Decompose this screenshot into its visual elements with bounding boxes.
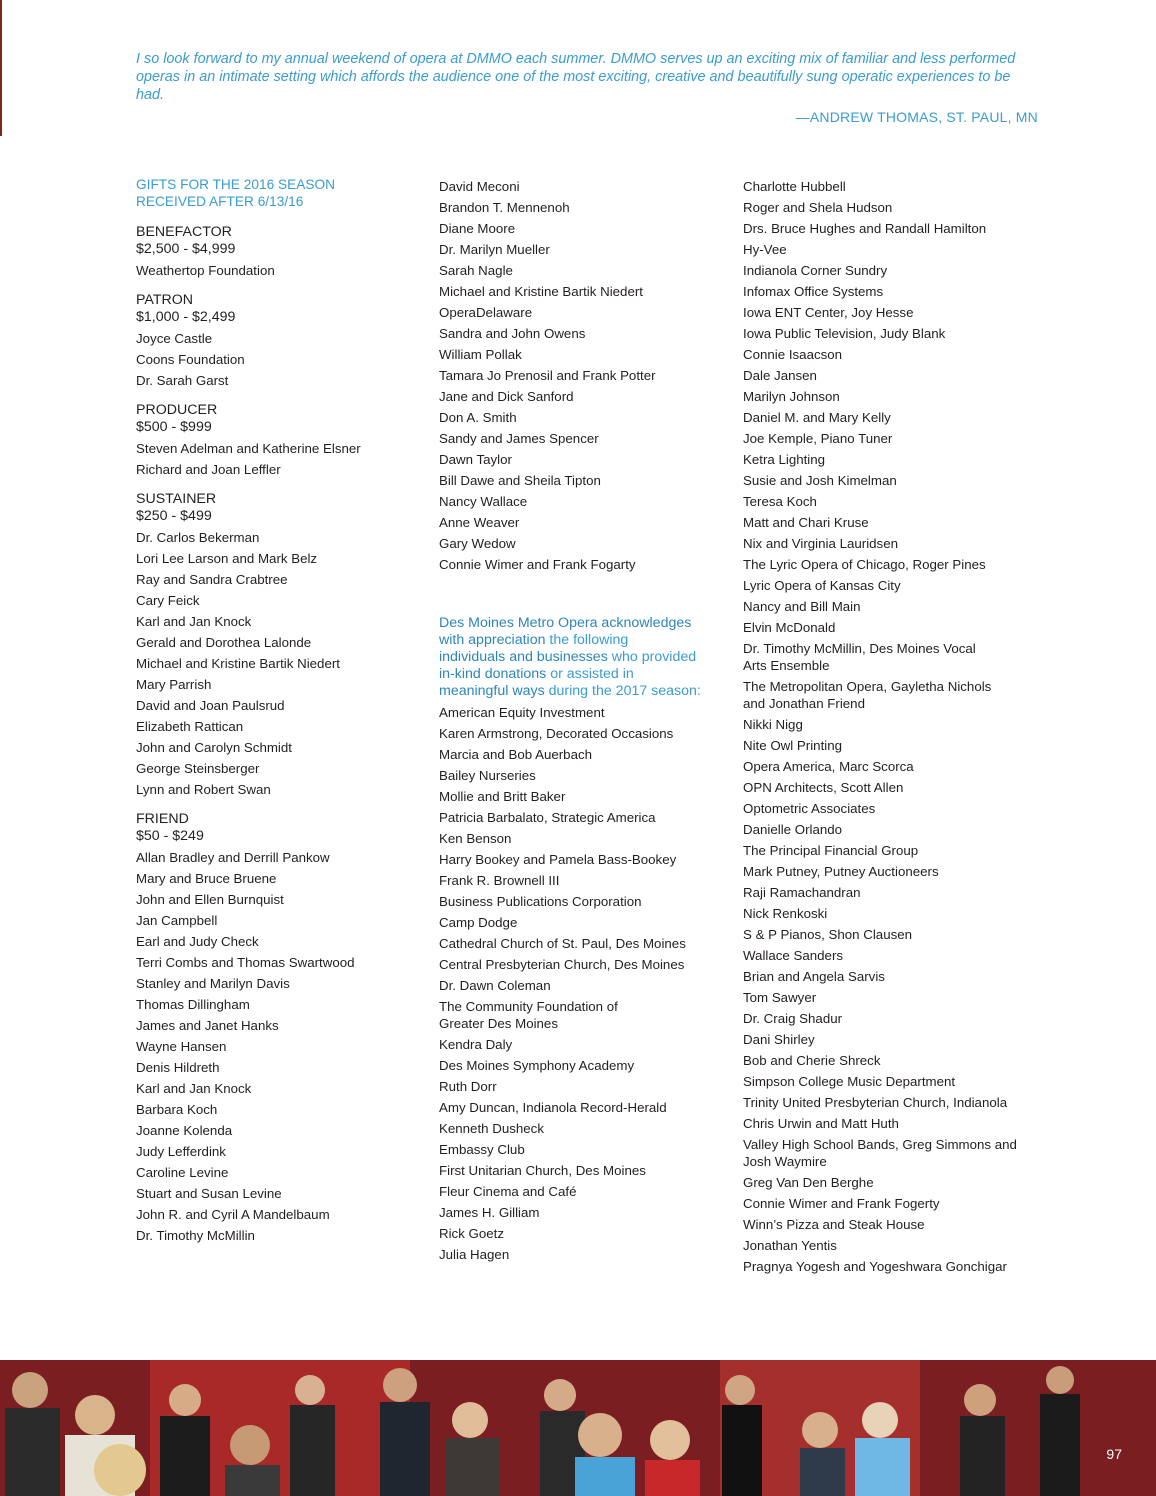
in-kind-donor: Greg Van Den Berghe (743, 1175, 874, 1190)
in-kind-donor: Ken Benson (439, 831, 512, 846)
column-1 (136, 176, 432, 1257)
in-kind-donor: Raji Ramachandran (743, 885, 861, 900)
in-kind-donor: Connie Isaacson (743, 347, 843, 362)
in-kind-donor: Nite Owl Printing (743, 738, 843, 753)
in-kind-donor: Lyric Opera of Kansas City (743, 578, 901, 593)
donor-name: Anne Weaver (439, 515, 520, 530)
donor-name: Jan Campbell (136, 913, 218, 928)
donor-name: Karl and Jan Knock (136, 614, 252, 629)
donor-name: Weathertop Foundation (136, 263, 275, 278)
audience-crowd-photo (0, 1360, 1156, 1496)
in-kind-donor: The Lyric Opera of Chicago, Roger Pines (743, 557, 986, 572)
in-kind-donor: Dr. Dawn Coleman (439, 978, 551, 993)
in-kind-donor: Dani Shirley (743, 1032, 815, 1047)
giving-level-sustainer (136, 491, 432, 800)
in-kind-donor: Connie Wimer and Frank Fogerty (743, 1196, 940, 1211)
column-2 (439, 176, 735, 1265)
giving-level-name: PATRON (136, 292, 194, 308)
in-kind-donor: Roger and Shela Hudson (743, 200, 893, 215)
in-kind-donor: Patricia Barbalato, Strategic America (439, 810, 656, 825)
donor-name: David and Joan Paulsrud (136, 698, 285, 713)
in-kind-donor: Business Publications Corporation (439, 894, 642, 909)
giving-level-name: PRODUCER (136, 402, 218, 418)
donor-name: Denis Hildreth (136, 1060, 220, 1075)
quote-attribution: —ANDREW THOMAS, ST. PAUL, MN (795, 109, 1038, 125)
in-kind-donor: Dr. Timothy McMillin, Des Moines Vocal Arts Ensemble (743, 641, 976, 673)
in-kind-donor: Nancy and Bill Main (743, 599, 861, 614)
donor-name: Allan Bradley and Derrill Pankow (136, 850, 330, 865)
donor-name: Stuart and Susan Levine (136, 1186, 282, 1201)
in-kind-donor: Indianola Corner Sundry (743, 263, 888, 278)
giving-level-range: $1,000 - $2,499 (136, 309, 236, 325)
in-kind-donor: S & P Pianos, Shon Clausen (743, 927, 913, 942)
in-kind-donor: James H. Gilliam (439, 1205, 540, 1220)
donor-name: Steven Adelman and Katherine Elsner (136, 441, 361, 456)
in-kind-donor: Nikki Nigg (743, 717, 803, 732)
donor-name: Dr. Sarah Garst (136, 373, 229, 388)
giving-level-patron (136, 292, 432, 391)
donor-name: James and Janet Hanks (136, 1018, 279, 1033)
in-kind-donor: OPN Architects, Scott Allen (743, 780, 904, 795)
in-kind-donor: Tom Sawyer (743, 990, 817, 1005)
donor-name: Mary and Bruce Bruene (136, 871, 277, 886)
donor-name: Coons Foundation (136, 352, 245, 367)
donor-name: Mary Parrish (136, 677, 212, 692)
donor-name: Nancy Wallace (439, 494, 528, 509)
in-kind-donor: The Principal Financial Group (743, 843, 919, 858)
in-kind-donor: Mollie and Britt Baker (439, 789, 566, 804)
donor-name: Diane Moore (439, 221, 516, 236)
donor-name: Joanne Kolenda (136, 1123, 233, 1138)
donor-name: Barbara Koch (136, 1102, 218, 1117)
in-kind-donor: Bailey Nurseries (439, 768, 536, 783)
in-kind-donor: Winn’s Pizza and Steak House (743, 1217, 925, 1232)
donor-name: Stanley and Marilyn Davis (136, 976, 290, 991)
gifts-section-title: GIFTS FOR THE 2016 SEASON RECEIVED AFTER 6/13/16 (136, 177, 336, 209)
in-kind-donor: Brian and Angela Sarvis (743, 969, 885, 984)
in-kind-heading: Des Moines Metro Opera acknowledges with appreciation the following individuals and businesses who provided in-kind donations or assisted in meaningful ways during the 2017 season: (439, 615, 701, 699)
donor-name: Lynn and Robert Swan (136, 782, 271, 797)
donor-name: Dr. Carlos Bekerman (136, 530, 260, 545)
giving-level-range: $500 - $999 (136, 419, 212, 435)
in-kind-donor: Marilyn Johnson (743, 389, 840, 404)
in-kind-donor: Danielle Orlando (743, 822, 843, 837)
in-kind-donor: Susie and Josh Kimelman (743, 473, 897, 488)
column-3 (743, 176, 1039, 1277)
giving-level-name: FRIEND (136, 811, 189, 827)
in-kind-donor: Cathedral Church of St. Paul, Des Moines (439, 936, 686, 951)
in-kind-donor: Hy-Vee (743, 242, 787, 257)
in-kind-donor: Pragnya Yogesh and Yogeshwara Gonchigar (743, 1259, 1007, 1274)
page-number: 97 (1106, 1446, 1122, 1462)
donor-name: William Pollak (439, 347, 522, 362)
donor-name: Judy Lefferdink (136, 1144, 226, 1159)
donor-name: David Meconi (439, 179, 520, 194)
in-kind-donor: Trinity United Presbyterian Church, Indianola (743, 1095, 1008, 1110)
donor-name: Dr. Timothy McMillin (136, 1228, 255, 1243)
in-kind-donor: Embassy Club (439, 1142, 525, 1157)
giving-level-range: $2,500 - $4,999 (136, 241, 236, 257)
donor-name: Elizabeth Rattican (136, 719, 244, 734)
in-kind-donor: Drs. Bruce Hughes and Randall Hamilton (743, 221, 987, 236)
in-kind-donor: Iowa ENT Center, Joy Hesse (743, 305, 914, 320)
friend-donor-list-continued (439, 176, 735, 575)
testimonial-quote: I so look forward to my annual weekend of opera at DMMO each summer. DMMO serves up an exciting mix of familiar and less performed operas in an intimate setting which affords the audience one of the most exciting, creative and beautifully sung operatic experiences to be had. (136, 51, 1016, 103)
donor-name: Brandon T. Mennenoh (439, 200, 570, 215)
in-kind-donor: Optometric Associates (743, 801, 876, 816)
giving-level-range: $250 - $499 (136, 508, 212, 524)
in-kind-donor: Karen Armstrong, Decorated Occasions (439, 726, 674, 741)
in-kind-donor: Ruth Dorr (439, 1079, 497, 1094)
in-kind-donor: Rick Goetz (439, 1226, 505, 1241)
donor-name: George Steinsberger (136, 761, 260, 776)
donor-name: Gerald and Dorothea Lalonde (136, 635, 312, 650)
in-kind-donor: Iowa Public Television, Judy Blank (743, 326, 946, 341)
in-kind-donor: Nix and Virginia Lauridsen (743, 536, 898, 551)
giving-levels (136, 224, 432, 1246)
donor-name: Dr. Marilyn Mueller (439, 242, 550, 257)
donor-name: OperaDelaware (439, 305, 533, 320)
in-kind-donor: Nick Renkoski (743, 906, 828, 921)
giving-level-name: BENEFACTOR (136, 224, 232, 240)
in-kind-donor: Frank R. Brownell III (439, 873, 560, 888)
donor-name: Caroline Levine (136, 1165, 229, 1180)
donor-name: Michael and Kristine Bartik Niedert (136, 656, 340, 671)
donor-name: Joyce Castle (136, 331, 213, 346)
in-kind-donor: Opera America, Marc Scorca (743, 759, 914, 774)
donor-name: Sandy and James Spencer (439, 431, 599, 446)
donor-name: Lori Lee Larson and Mark Belz (136, 551, 318, 566)
in-kind-donor: Amy Duncan, Indianola Record-Herald (439, 1100, 667, 1115)
donor-name: John and Carolyn Schmidt (136, 740, 292, 755)
donor-name: Jane and Dick Sanford (439, 389, 574, 404)
in-kind-list-part-2 (743, 176, 1039, 1277)
donor-name: Wayne Hansen (136, 1039, 227, 1054)
in-kind-donor: Matt and Chari Kruse (743, 515, 869, 530)
in-kind-donor: First Unitarian Church, Des Moines (439, 1163, 646, 1178)
in-kind-list-part-1 (439, 702, 735, 1265)
donor-name: Thomas Dillingham (136, 997, 250, 1012)
crowd-illustration (0, 1360, 1156, 1496)
in-kind-donor: Valley High School Bands, Greg Simmons and Josh Waymire (743, 1137, 1017, 1169)
in-kind-donor: Julia Hagen (439, 1247, 510, 1262)
donor-name: Ray and Sandra Crabtree (136, 572, 288, 587)
in-kind-donor: Simpson College Music Department (743, 1074, 956, 1089)
donor-name: Terri Combs and Thomas Swartwood (136, 955, 355, 970)
in-kind-donor: The Metropolitan Opera, Gayletha Nichols and Jonathan Friend (743, 679, 992, 711)
donor-name: Michael and Kristine Bartik Niedert (439, 284, 643, 299)
in-kind-donor: Joe Kemple, Piano Tuner (743, 431, 893, 446)
donor-name: Don A. Smith (439, 410, 517, 425)
giving-level-benefactor (136, 224, 432, 281)
donor-name: Gary Wedow (439, 536, 516, 551)
in-kind-donor: Charlotte Hubbell (743, 179, 846, 194)
donor-name: Sarah Nagle (439, 263, 513, 278)
in-kind-donor: The Community Foundation of Greater Des Moines (439, 999, 618, 1031)
donor-name: Tamara Jo Prenosil and Frank Potter (439, 368, 656, 383)
in-kind-donor: Elvin McDonald (743, 620, 836, 635)
in-kind-donor: Harry Bookey and Pamela Bass-Bookey (439, 852, 677, 867)
donor-name: Connie Wimer and Frank Fogarty (439, 557, 636, 572)
donor-name: John R. and Cyril A Mandelbaum (136, 1207, 330, 1222)
donor-name: Bill Dawe and Sheila Tipton (439, 473, 601, 488)
in-kind-donor: Chris Urwin and Matt Huth (743, 1116, 899, 1131)
in-kind-donor: Mark Putney, Putney Auctioneers (743, 864, 939, 879)
in-kind-donor: Des Moines Symphony Academy (439, 1058, 635, 1073)
donor-name: Karl and Jan Knock (136, 1081, 252, 1096)
giving-level-name: SUSTAINER (136, 491, 217, 507)
in-kind-donor: Dale Jansen (743, 368, 817, 383)
in-kind-donor: Teresa Koch (743, 494, 817, 509)
donor-name: John and Ellen Burnquist (136, 892, 284, 907)
left-margin-rule (0, 0, 2, 136)
donor-name: Cary Feick (136, 593, 200, 608)
giving-level-friend (136, 811, 432, 1246)
donor-name: Richard and Joan Leffler (136, 462, 281, 477)
giving-level-producer (136, 402, 432, 480)
in-kind-donor: Central Presbyterian Church, Des Moines (439, 957, 685, 972)
in-kind-donor: Fleur Cinema and Café (439, 1184, 577, 1199)
in-kind-donor: Daniel M. and Mary Kelly (743, 410, 891, 425)
in-kind-donor: Marcia and Bob Auerbach (439, 747, 593, 762)
in-kind-donor: Bob and Cherie Shreck (743, 1053, 881, 1068)
donor-name: Earl and Judy Check (136, 934, 259, 949)
donor-name: Sandra and John Owens (439, 326, 586, 341)
giving-level-range: $50 - $249 (136, 828, 204, 844)
in-kind-donor: Wallace Sanders (743, 948, 844, 963)
in-kind-donor: Camp Dodge (439, 915, 518, 930)
in-kind-donor: Ketra Lighting (743, 452, 826, 467)
in-kind-donor: Jonathan Yentis (743, 1238, 837, 1253)
in-kind-donor: Kenneth Dusheck (439, 1121, 544, 1136)
donor-name: Dawn Taylor (439, 452, 512, 467)
in-kind-donor: Infomax Office Systems (743, 284, 884, 299)
in-kind-donor: Dr. Craig Shadur (743, 1011, 843, 1026)
in-kind-donor: American Equity Investment (439, 705, 605, 720)
in-kind-donor: Kendra Daly (439, 1037, 513, 1052)
